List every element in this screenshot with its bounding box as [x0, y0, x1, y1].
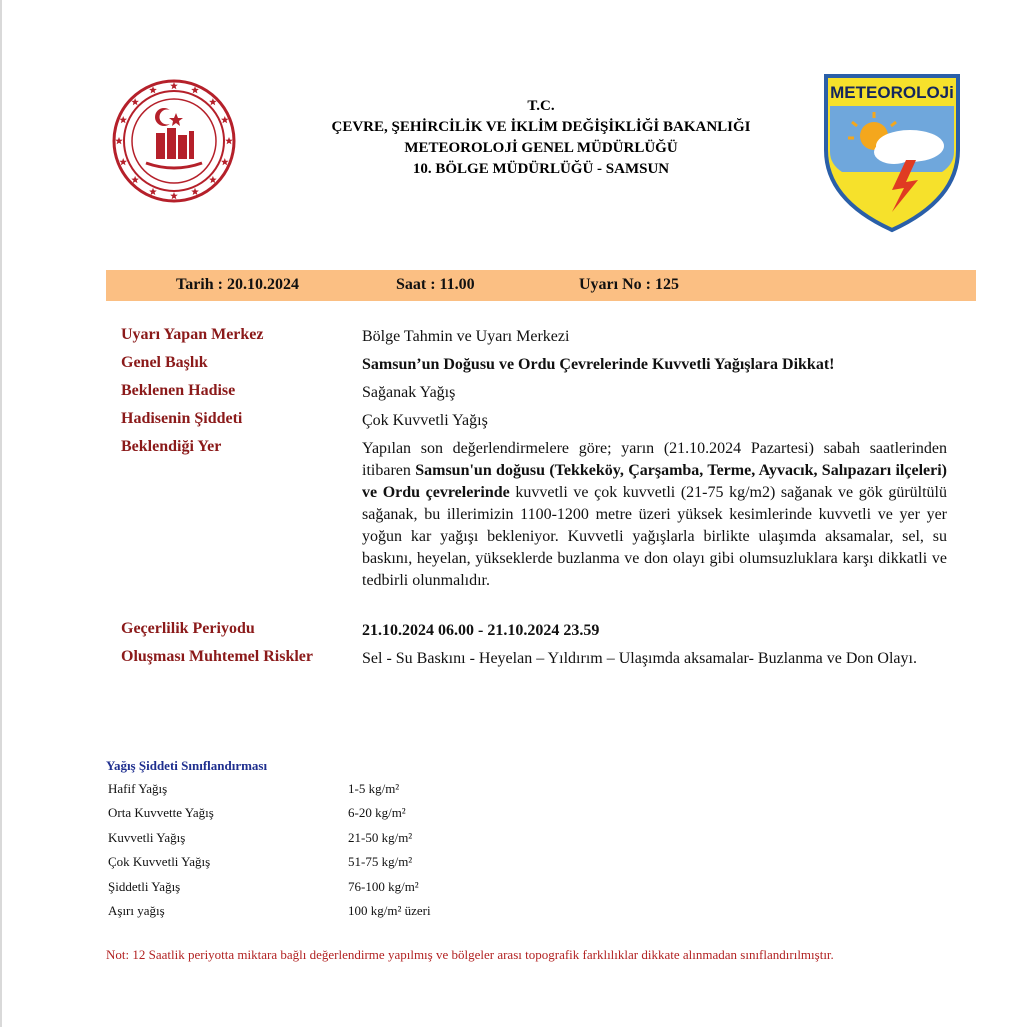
classification-value: 100 kg/m² üzeri	[348, 902, 431, 918]
classification-value: 21-50 kg/m²	[348, 829, 413, 845]
header-regional: 10. BÖLGE MÜDÜRLÜĞÜ - SAMSUN	[412, 161, 670, 177]
warning-band	[106, 270, 976, 301]
row-risks	[121, 648, 951, 698]
seal-star-icon	[115, 137, 123, 144]
seal-star-icon	[149, 188, 157, 195]
severity-value: Çok Kuvvetli Yağış	[362, 412, 488, 429]
location-text-1: Yapılan son değerlendirmelere göre; yarın (21.10.2024 Pazartesi) sabah saatlerinden itibaren	[362, 440, 947, 479]
validity-value: 21.10.2024 06.00 - 21.10.2024 23.59	[362, 622, 600, 639]
classification-value: 51-75 kg/m²	[348, 854, 413, 870]
event-value: Sağanak Yağış	[362, 384, 456, 401]
classification-name: Çok Kuvvetli Yağış	[108, 854, 211, 870]
seal-star-icon	[119, 158, 127, 165]
title-value: Samsun’un Doğusu ve Ordu Çevrelerinde Kuvvetli Yağışlara Dikkat!	[362, 356, 835, 373]
title-label: Genel Başlık	[121, 354, 208, 371]
event-label: Beklenen Hadise	[121, 382, 236, 399]
warning-details	[121, 326, 951, 698]
ministry-seal-logo	[106, 73, 242, 209]
classification-name: Kuvvetli Yağış	[108, 829, 186, 845]
classification-value: 1-5 kg/m²	[348, 781, 400, 796]
location-text-2: kuvvetli ve çok kuvvetli (21-75 kg/m2) sağanak ve gök gürültülü sağanak, bu illerimizin 1100-1200 metre üzeri yüksek kesimlerinde kuvvetli ve yer yer yoğun kar yağışı bekleniyor. Kuvvetli yağışlarla birlikte ulaşımda aksamalar, sel, su baskını, heyelan, yükseklerde buzlanma ve don olayı gibi olumsuzluklara karşı dikkatli ve tedbirli olunmalıdır.	[362, 484, 948, 589]
center-label: Uyarı Yapan Merkez	[121, 326, 264, 343]
risks-value: Sel - Su Baskını - Heyelan – Yıldırım – Ulaşımda aksamalar- Buzlanma ve Don Olayı.	[362, 650, 917, 667]
ministry-header	[250, 96, 832, 180]
emblem-text: METEOROLOJi	[830, 83, 954, 102]
warning-number: Uyarı No : 125	[579, 276, 679, 293]
seal-star-icon	[170, 192, 178, 199]
seal-star-icon	[221, 158, 229, 165]
warning-time: Saat : 11.00	[396, 276, 475, 293]
classification-name: Orta Kuvvette Yağış	[108, 805, 214, 821]
seal-star-icon	[191, 188, 199, 195]
risks-label: Oluşması Muhtemel Riskler	[121, 648, 313, 665]
seal-star-icon	[170, 82, 178, 89]
classification-name: Hafif Yağış	[108, 781, 168, 796]
warning-date: Tarih : 20.10.2024	[176, 276, 299, 293]
classification-value: 6-20 kg/m²	[348, 805, 406, 821]
classification-title: Yağış Şiddeti Sınıflandırması	[106, 758, 268, 773]
meteoroloji-emblem-logo	[822, 72, 962, 234]
location-label: Beklendiği Yer	[121, 438, 222, 455]
seal-star-icon	[209, 176, 217, 183]
row-location	[121, 438, 951, 620]
location-value	[362, 438, 947, 592]
location-text-bold: Samsun'un doğusu (Tekkeköy, Çarşamba, Terme, Ayvacık, Salıpazarı ilçeleri) ve Ordu çevrelerinde	[362, 462, 947, 501]
row-event	[121, 382, 951, 410]
classification-name: Aşırı yağış	[108, 902, 165, 918]
seal-star-icon	[225, 137, 233, 144]
seal-star-icon	[131, 176, 139, 183]
classification-value: 76-100 kg/m²	[348, 878, 419, 894]
row-center	[121, 326, 951, 354]
classification-name: Şiddetli Yağış	[108, 878, 181, 894]
center-value: Bölge Tahmin ve Uyarı Merkezi	[362, 328, 570, 345]
validity-label: Geçerlilik Periyodu	[121, 620, 255, 637]
row-title	[121, 354, 951, 382]
row-validity	[121, 620, 951, 648]
header-directorate: METEOROLOJİ GENEL MÜDÜRLÜĞÜ	[404, 140, 678, 156]
row-severity	[121, 410, 951, 438]
header-tc: T.C.	[527, 98, 555, 114]
severity-label: Hadisenin Şiddeti	[121, 410, 243, 427]
header-ministry: ÇEVRE, ŞEHİRCİLİK VE İKLİM DEĞİŞİKLİĞİ BAKANLIĞI	[331, 119, 751, 135]
footnote: Not: 12 Saatlik periyotta miktara bağlı değerlendirme yapılmış ve bölgeler arası topografik farklılıklar dikkate alınmadan sınıflandırılmıştır.	[106, 947, 834, 962]
